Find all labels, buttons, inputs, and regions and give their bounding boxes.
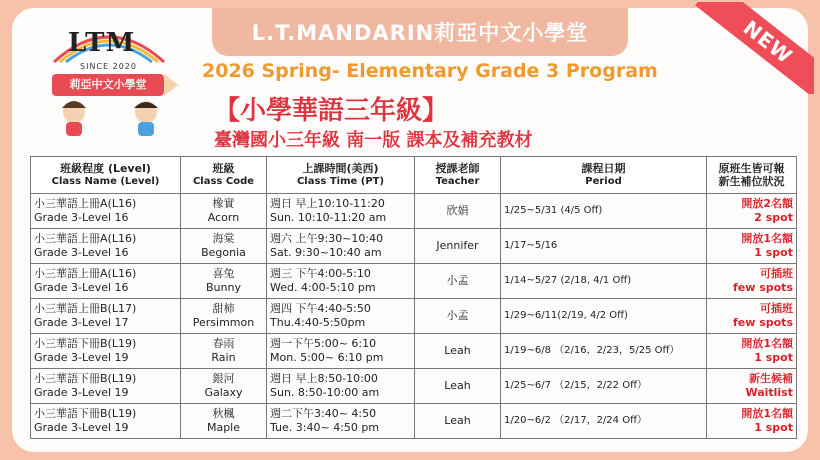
cell-time: 週六 上午9:30~10:40 Sat. 9:30~10:40 am — [267, 229, 415, 264]
cell-teacher: 小孟 — [415, 299, 501, 334]
cell-teacher: Leah — [415, 369, 501, 404]
header-period: 課程日期 Period — [501, 157, 707, 194]
school-logo — [34, 18, 184, 138]
cell-code: 秋楓 Maple — [181, 404, 267, 439]
new-ribbon — [694, 2, 814, 94]
cell-teacher: Leah — [415, 404, 501, 439]
cell-period: 1/25~5/31 (4/5 Off) — [501, 194, 707, 229]
cell-code: 銀河 Galaxy — [181, 369, 267, 404]
table-row — [31, 369, 797, 404]
header-level: 班級程度 (Level) Class Name (Level) — [31, 157, 181, 194]
schedule-table — [30, 156, 797, 439]
program-title: 2026 Spring- Elementary Grade 3 Program — [202, 60, 658, 82]
cell-teacher: 小孟 — [415, 264, 501, 299]
cell-time: 週四 下午4:40-5:50 Thu.4:40-5:50pm — [267, 299, 415, 334]
cell-level: 小三華語上冊A(L16) Grade 3-Level 16 — [31, 194, 181, 229]
table-row — [31, 334, 797, 369]
cell-period: 1/14~5/27 (2/18, 4/1 Off) — [501, 264, 707, 299]
cell-level: 小三華語上冊B(L17) Grade 3-Level 17 — [31, 299, 181, 334]
cell-status: 開放1名額 1 spot — [707, 404, 797, 439]
logo-name: LTM — [68, 28, 136, 58]
cell-period: 1/29~6/11(2/19, 4/2 Off) — [501, 299, 707, 334]
cell-code: 甜柿 Persimmon — [181, 299, 267, 334]
cell-status: 可插班 few spots — [707, 299, 797, 334]
header-teacher: 授課老師 Teacher — [415, 157, 501, 194]
cell-level: 小三華語上冊A(L16) Grade 3-Level 16 — [31, 229, 181, 264]
cell-code: 橡實 Acorn — [181, 194, 267, 229]
cell-status: 可插班 few spots — [707, 264, 797, 299]
table-row — [31, 229, 797, 264]
cell-period: 1/25~6/7 （2/15，2/22 Off） — [501, 369, 707, 404]
cell-level: 小三華語下冊B(L19) Grade 3-Level 19 — [31, 404, 181, 439]
header-status: 原班生皆可報 新生補位狀況 — [707, 157, 797, 194]
cell-time: 週三 下午4:00-5:10 Wed. 4:00-5:10 pm — [267, 264, 415, 299]
cell-code: 春雨 Rain — [181, 334, 267, 369]
cell-teacher: Leah — [415, 334, 501, 369]
cell-teacher: 欣娟 — [415, 194, 501, 229]
table-row — [31, 264, 797, 299]
cell-level: 小三華語上冊A(L16) Grade 3-Level 16 — [31, 264, 181, 299]
table-row — [31, 404, 797, 439]
header-class-code: 班級 Class Code — [181, 157, 267, 194]
cell-level: 小三華語下冊B(L19) Grade 3-Level 19 — [31, 369, 181, 404]
cell-code: 海棠 Begonia — [181, 229, 267, 264]
cell-status: 開放1名額 1 spot — [707, 229, 797, 264]
cell-period: 1/17~5/16 — [501, 229, 707, 264]
cell-time: 週一下午5:00~ 6:10 Mon. 5:00~ 6:10 pm — [267, 334, 415, 369]
logo-pencil-label: 莉亞中文小學堂 — [52, 74, 164, 96]
cell-time: 週日 早上8:50-10:00 Sun. 8:50-10:00 am — [267, 369, 415, 404]
header-class-time: 上課時間(美西) Class Time (PT) — [267, 157, 415, 194]
school-banner: L.T.MANDARIN莉亞中文小學堂 — [212, 8, 628, 56]
cell-time: 週日 早上10:10-11:20 Sun. 10:10-11:20 am — [267, 194, 415, 229]
cell-status: 新生候補 Waitlist — [707, 369, 797, 404]
chinese-subtitle: 臺灣國小三年級 南一版 課本及補充教材 — [214, 130, 533, 151]
cell-time: 週二下午3:40~ 4:50 Tue. 3:40~ 4:50 pm — [267, 404, 415, 439]
chinese-title: 【小學華語三年級】 — [214, 96, 449, 126]
new-label: NEW — [695, 2, 814, 94]
cell-teacher: Jennifer — [415, 229, 501, 264]
table-header-row — [31, 157, 797, 194]
table-row — [31, 194, 797, 229]
cell-period: 1/20~6/2 （2/17，2/24 Off） — [501, 404, 707, 439]
cell-code: 喜兔 Bunny — [181, 264, 267, 299]
table-row — [31, 299, 797, 334]
cell-period: 1/19~6/8 （2/16，2/23，5/25 Off） — [501, 334, 707, 369]
cell-level: 小三華語下冊B(L19) Grade 3-Level 19 — [31, 334, 181, 369]
cell-status: 開放2名額 2 spot — [707, 194, 797, 229]
logo-since: SINCE 2020 — [80, 62, 137, 71]
cell-status: 開放1名額 1 spot — [707, 334, 797, 369]
